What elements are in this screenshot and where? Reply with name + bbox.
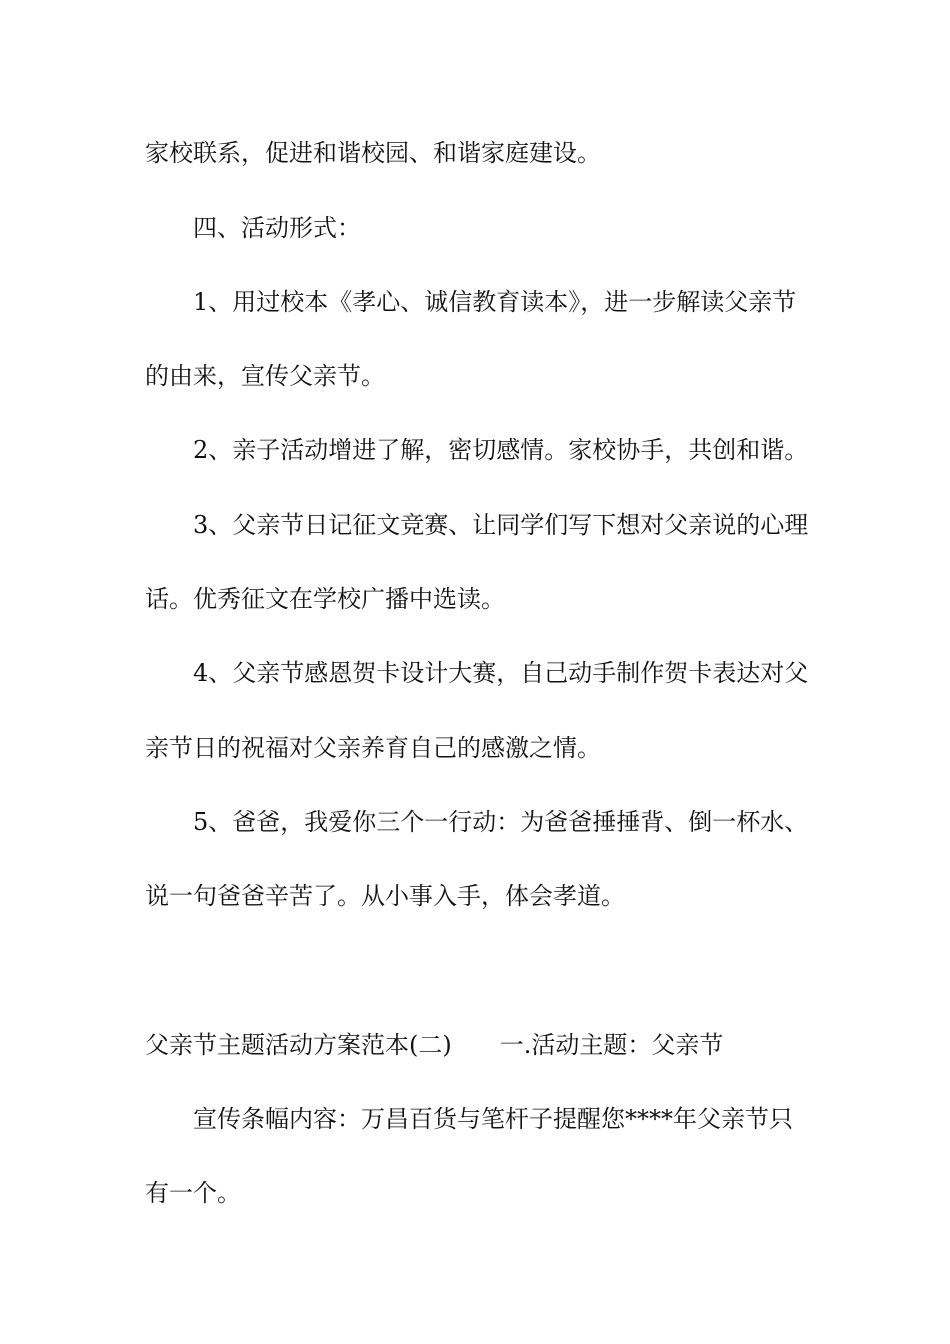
text-line: 3、父亲节日记征文竞赛、让同学们写下想对父亲说的心理 xyxy=(193,511,809,539)
text-line: 宣传条幅内容：万昌百货与笔杆子提醒您****年父亲节只 xyxy=(193,1105,793,1133)
text-line: 说一句爸爸辛苦了。从小事入手，体会孝道。 xyxy=(145,882,625,910)
text-line: 5、爸爸，我爱你三个一行动：为爸爸捶捶背、倒一杯水、 xyxy=(193,808,809,836)
section-heading: 四、活动形式： xyxy=(193,214,361,242)
text-line: 的由来，宣传父亲节。 xyxy=(145,362,385,390)
text-line: 有一个。 xyxy=(145,1179,241,1207)
text-line: 亲节日的祝福对父亲养育自己的感激之情。 xyxy=(145,734,601,762)
text-line: 4、父亲节感恩贺卡设计大赛，自己动手制作贺卡表达对父 xyxy=(193,659,809,687)
section-title: 父亲节主题活动方案范本(二) 一.活动主题：父亲节 xyxy=(145,1031,724,1059)
text-line: 家校联系，促进和谐校园、和谐家庭建设。 xyxy=(145,139,601,167)
text-line: 1、用过校本《孝心、诚信教育读本》，进一步解读父亲节 xyxy=(193,288,797,316)
text-line: 2、亲子活动增进了解，密切感情。家校协手，共创和谐。 xyxy=(193,436,809,464)
text-line: 话。优秀征文在学校广播中选读。 xyxy=(145,585,505,613)
